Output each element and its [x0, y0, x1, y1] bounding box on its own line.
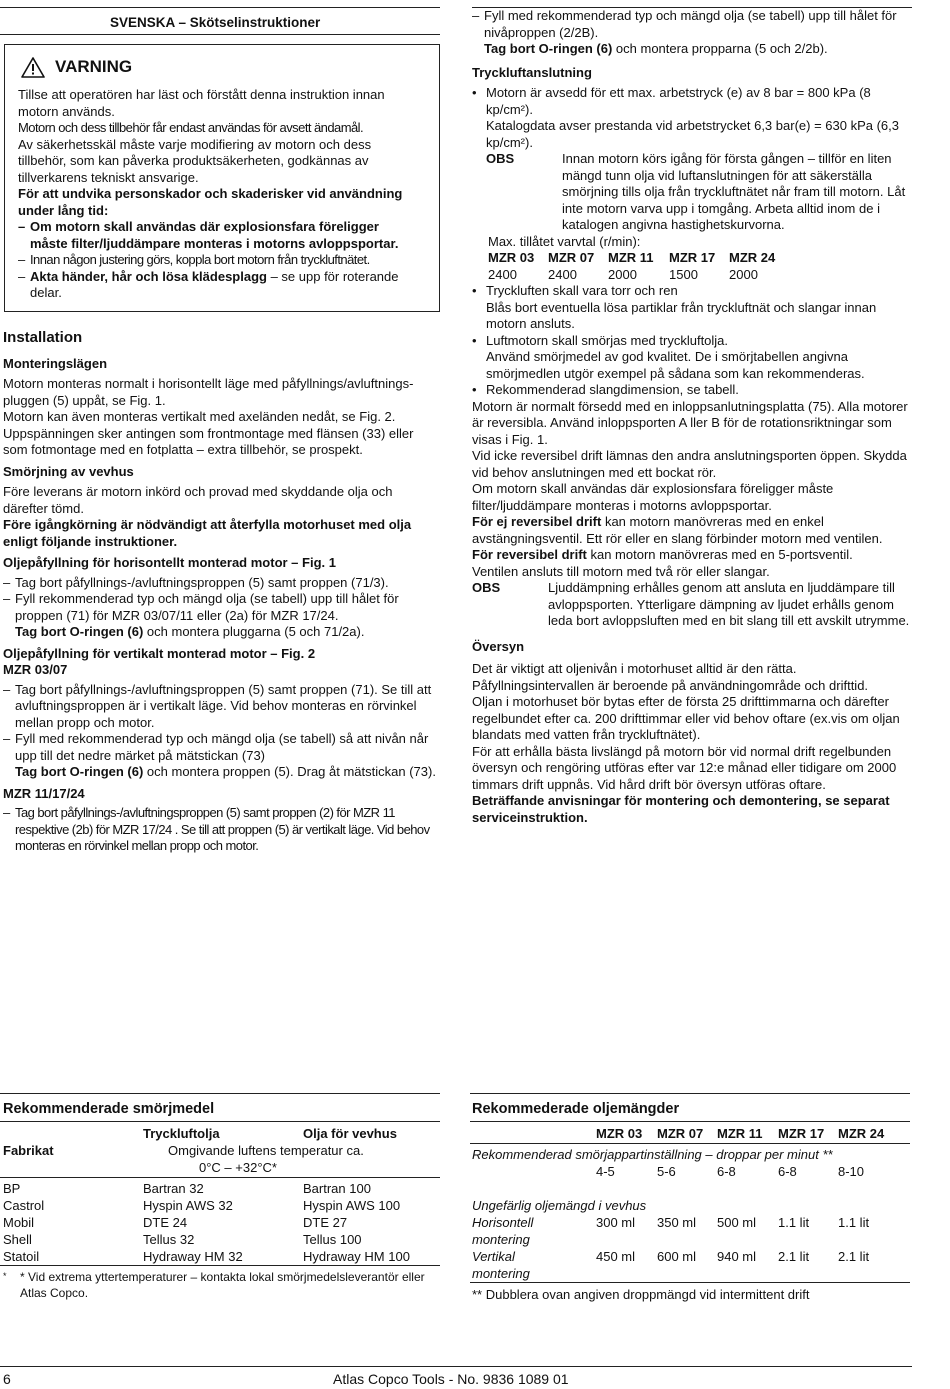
lub-row: Castrol Hyspin AWS 32 Hyspin AWS 100 — [3, 1198, 401, 1213]
lub-row: Shell Tellus 32 Tellus 100 — [3, 1232, 362, 1247]
oil-header-rule — [470, 1143, 910, 1144]
oil-vert-row: Vertikal montering 450 ml 600 ml 940 ml 2.1 lit 2.1 lit — [472, 1249, 870, 1281]
horisontell-title: Oljepåfyllning för horisontellt monterad motor – Fig. 1 — [3, 555, 336, 570]
left-column — [3, 330, 440, 855]
lubricants-table — [3, 1126, 440, 1266]
mzr-title: MZR 11/17/24 — [3, 785, 85, 801]
lub-row: Mobil DTE 24 DTE 27 — [3, 1215, 348, 1230]
oil-drip-label: Rekommenderad smörjappartinställning – droppar per minut ** — [472, 1147, 833, 1162]
paragraph: Ventilen ansluts till motorn med två rör eller slangar. — [472, 563, 770, 579]
speed-block — [488, 234, 914, 284]
obs-label: OBS — [472, 580, 501, 595]
lub-header-row — [3, 1126, 440, 1143]
oil-top-rule — [470, 1093, 910, 1094]
oil-header-row: MZR 03 MZR 07 MZR 11 MZR 17 MZR 24 — [596, 1126, 885, 1141]
paragraph: Före leverans är motorn inkörd och provad med skyddande olja och därefter tömd. — [3, 484, 393, 516]
paragraph: För att erhålla bästa livslängd på motorn bör vid normal drift regelbunden översyn och rengöring utföras efter var 12:e månad eller tidigare om 2000 timmars drift uppnås. Vid hård drift bör översyn utföras oftare. — [472, 743, 897, 792]
bullet-item: • Luftmotorn skall smörjas med tryckluftolja. Använd smörjmedel av god kvalitet. De i smörjtabellen angivna smörjmedlen utgör exempel på sådana som kan rekommenderas. — [472, 332, 865, 381]
warning-box — [4, 44, 440, 312]
oil-title-rule — [470, 1121, 910, 1122]
lubricants-top-rule — [0, 1093, 440, 1094]
oil-bottom-rule — [470, 1282, 910, 1283]
lub-row: BP Bartran 32 Bartran 100 — [3, 1181, 371, 1196]
smorjning-title: Smörjning av vevhus — [3, 463, 134, 479]
speed-values: 2400 2400 2000 1500 2000 — [488, 266, 758, 282]
page-header-title: SVENSKA – Skötselinstruktioner — [110, 15, 321, 30]
page-number: 6 — [3, 1371, 11, 1387]
obs-note — [472, 580, 914, 630]
top-rule-left — [0, 7, 440, 8]
paragraph: Vid icke reversibel drift lämnas den andra anslutningsporten öppen. Skydda vid behov anslutningen med ett bockat rör. — [472, 448, 907, 480]
oil-title: Rekommederade oljemängder — [472, 1101, 680, 1117]
lubricants-footnote: * Vid extrema yttertemperaturer – kontakta lokal smörjmedelsleverantör eller Atlas Copco. — [20, 1270, 425, 1300]
warning-dash-item: – Akta händer, hår och lösa klädesplagg – se upp för roterande delar. — [18, 268, 399, 300]
paragraph: Före igångkörning är nödvändigt att återfylla motorhuset med olja enligt följande instruktioner. — [3, 517, 412, 549]
dash-item: – Tag bort påfyllnings-/avluftningsproppen (5) samt proppen (2) för MZR 11 respektive (2b) för MZR 17/24 . Se till att proppen (5) är vertikalt läge. Vid behov monteras en rörvinkel mellan propp och motor. — [3, 805, 430, 853]
paragraph: För ej reversibel drift kan motorn manövreras med en enkel avstängningsventil. Ett rör eller en slang förbinder motorn med ventilen. — [472, 514, 883, 546]
paragraph: Det är viktigt att oljenivån i motorhuset alltid är den rätta. — [472, 661, 797, 676]
dash-item: – Fyll rekommenderad typ och mängd olja (se tabell) upp till hålet för proppen (71) för MZR 03/07/11 eller (2a) för MZR 17/24. Tag bort O-ringen (6) och montera pluggarna (5 och 71/2a). — [3, 591, 399, 639]
warning-paragraph: Motorn och dess tillbehör får endast användas för avsett ändamål. — [18, 120, 364, 135]
warning-title: VARNING — [55, 57, 133, 77]
warning-dash-item: – Om motorn skall användas där explosionsfara föreligger måste filter/ljuddämpare monteras i motorns avloppsportar. — [18, 219, 399, 251]
paragraph: Beträffande anvisningar för montering och demontering, se separat serviceinstruktion. — [472, 793, 890, 825]
lub-subheader-row — [3, 1143, 440, 1160]
lubricants-footnote-mark: * — [3, 1271, 7, 1281]
paragraph: Uppspänningen sker antingen som frontmontage med flänsen (33) eller som fotmontage med en fotplatta – extra tillbehör, se prospekt. — [3, 425, 414, 457]
warning-paragraph: För att undvika personskador och skaderisker vid användning under lång tid: — [18, 186, 403, 218]
warning-paragraph: Tillse att operatören har läst och förstått denna instruktion innan motorn används. — [18, 87, 385, 119]
montering-title: Monteringslägen — [3, 355, 108, 371]
dash-item: – Fyll med rekommenderad typ och mängd olja (se tabell) upp till hålet för nivåproppen (2/2B). Tag bort O-ringen (6) och montera propparna (5 och 2/2b). — [472, 8, 897, 56]
obs-label: OBS — [486, 151, 515, 166]
oversyn-title: Översyn — [472, 638, 525, 654]
obs-note — [486, 151, 914, 234]
obs-text: Ljuddämpning erhålles genom att ansluta en ljuddämpare till avloppsporten. Ytterligare dämpning av ljudet erhålls genom leda bort avloppsluften med en bit slang till ett avskilt utrymme. — [548, 580, 910, 628]
warning-triangle-icon — [21, 57, 45, 78]
col-crank-header: Olja för vevhus — [303, 1126, 397, 1141]
lub-temp-row — [3, 1160, 440, 1177]
right-column — [472, 8, 914, 826]
doc-reference: Atlas Copco Tools - No. 9836 1089 01 — [333, 1371, 569, 1387]
paragraph: Påfyllningsintervallen är beroende på användningområde och drifttid. — [472, 677, 869, 693]
paragraph: För reversibel drift kan motorn manövreras med en 5-portsventil. — [472, 547, 853, 562]
paragraph: Motorn kan även monteras vertikalt med axeländen nedåt, se Fig. 2. — [3, 409, 396, 424]
obs-text: Innan motorn körs igång för första gången – tillför en liten mängd tunn olja vid luftanslutningen för att säkerställa smörjning tills olja från tryckluftnätet når fram till motorn. Låt inte motorn varva upp i tomgång. Arbeta alltid inom de i katalogen angivna hastighetskurvorna. — [562, 151, 906, 232]
vertikal-title: Oljepåfyllning för vertikalt monterad motor – Fig. 2 MZR 03/07 — [3, 645, 316, 677]
oil-drip-row: 4-5 5-6 6-8 6-8 8-10 — [596, 1164, 865, 1179]
lub-header-rule — [0, 1177, 440, 1178]
header-rule — [0, 34, 440, 35]
col-brand-header: Fabrikat — [3, 1143, 54, 1158]
paragraph: Om motorn skall användas där explosionsfara föreligger måste filter/ljuddämpare monteras i motorns avloppsportar. — [472, 481, 834, 513]
dash-item: – Fyll med rekommenderad typ och mängd olja (se tabell) så att nivån når upp till det nedre märket på mätstickan (73) Tag bort O-ringen (6) och montera proppen (5). Drag åt mätstickan (73). — [3, 731, 436, 779]
tryckluft-title: Tryckluftanslutning — [472, 64, 592, 80]
warning-paragraph: Av säkerhetsskäl måste varje modifiering av motorn och dess tillbehör, som kan påverka produktsäkerheten, godkännas av tillverkarens tekniskt ansvarige. — [18, 136, 372, 185]
oil-footnote: ** Dubblera ovan angiven droppmängd vid intermittent drift — [472, 1287, 810, 1302]
footer-rule — [0, 1366, 912, 1367]
warning-body — [18, 87, 418, 302]
col-air-header: Tryckluftolja — [143, 1126, 220, 1141]
oil-crank-label: Ungefärlig oljemängd i vevhus — [472, 1198, 647, 1213]
lubricants-bottom-rule — [0, 1265, 440, 1266]
paragraph: Oljan i motorhuset bör bytas efter de första 25 drifttimmarna och därefter regelbundet efter ca. 200 drifttimmar eller vid behov oftare (ex.vis om oljan blandats med vatten från tryckluftnätet). — [472, 694, 900, 742]
warning-dash-item: – Innan någon justering görs, koppla bort motorn från tryckluftnätet. — [18, 252, 370, 267]
dash-item: – Tag bort påfyllnings-/avluftningsproppen (5) samt proppen (71). Se till att avluftningsproppen är i vertikalt läge. Vid behov monteras en rörvinkel mellan propp och motor. — [3, 681, 432, 730]
lub-row: Statoil Hydraway HM 32 Hydraway HM 100 — [3, 1249, 410, 1264]
lubricants-title-rule — [0, 1121, 440, 1122]
bullet-item: • Motorn är avsedd för ett max. arbetstryck (e) av 8 bar = 800 kPa (8 kp/cm²). Katalogdata avser prestanda vid arbetstrycket 6,3 bar(e) = 630 kPa (6,3 kp/cm²). — [472, 85, 899, 150]
warning-header — [21, 57, 132, 78]
paragraph: Motorn monteras normalt i horisontellt läge med påfyllnings/avluftnings-pluggen (5) uppåt, se Fig. 1. — [3, 376, 414, 408]
oil-horiz-row: Horisontell montering 300 ml 350 ml 500 ml 1.1 lit 1.1 lit — [472, 1215, 870, 1247]
oil-table — [472, 1126, 912, 1288]
bullet-item: • Tryckluften skall vara torr och ren Blås bort eventuella lösa partiklar från tryckluftnät och slangar innan motorn ansluts. — [472, 283, 877, 331]
lubricants-title: Rekommenderade smörjmedel — [3, 1101, 215, 1117]
temp-range: 0°C – +32°C* — [199, 1160, 277, 1175]
paragraph: Motorn är normalt försedd med en inloppsanlutningsplatta (75). Alla motorer är reversibla. Använd inloppsporten A ller B för de rotationsriktningar som visas i Fig. 1. — [472, 398, 908, 447]
speed-title: Max. tillåtet varvtal (r/min): — [488, 233, 641, 249]
temp-line: Omgivande luftens temperatur ca. — [168, 1143, 364, 1158]
speed-models: MZR 03 MZR 07 MZR 11 MZR 17 MZR 24 — [488, 250, 776, 265]
installation-title: Installation — [3, 329, 83, 346]
bullet-item: • Rekommenderad slangdimension, se tabell. — [472, 382, 739, 397]
dash-item: – Tag bort påfyllnings-/avluftningsproppen (5) samt proppen (71/3). — [3, 574, 389, 590]
